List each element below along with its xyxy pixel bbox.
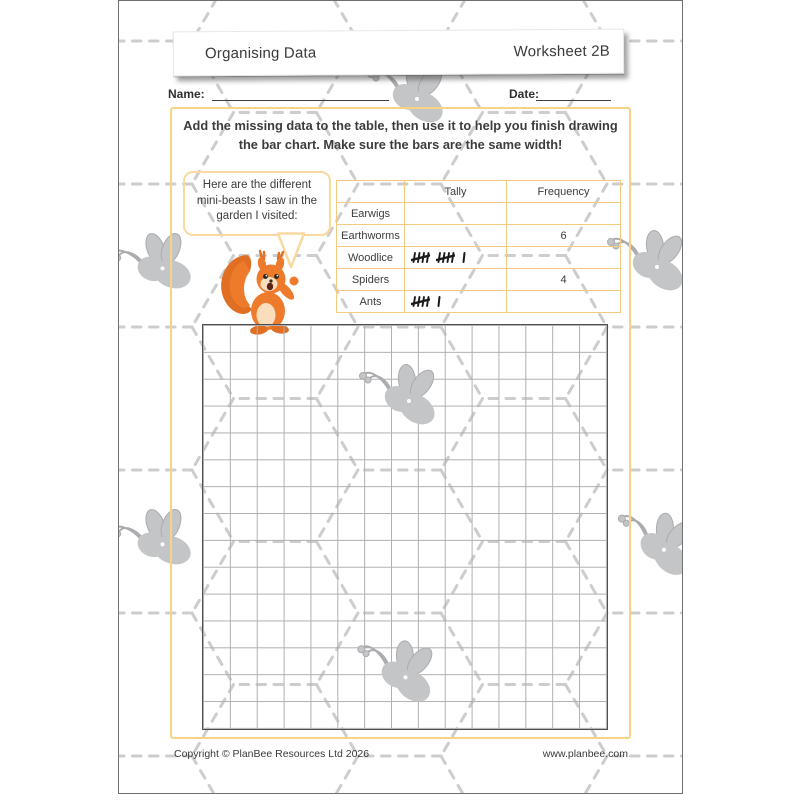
tally-cell: [405, 291, 507, 313]
frequency-cell: [507, 291, 621, 313]
header-frequency: Frequency: [507, 181, 621, 203]
table-row: [337, 225, 621, 247]
frequency-cell: 4: [507, 269, 621, 291]
website-link: www.planbee.com: [542, 748, 628, 760]
tally-cell: [405, 247, 507, 269]
date-input-line: [536, 87, 611, 101]
minibeast-label: Ants: [337, 291, 405, 313]
speech-bubble-line-3: garden I visited:: [216, 210, 298, 222]
bee-icon: [350, 633, 451, 708]
tally-table: [336, 180, 621, 313]
instruction-line-1: Add the missing data to the table, then use it to help you finish drawing: [183, 118, 618, 133]
instruction-text: [172, 117, 629, 154]
minibeast-label: Woodlice: [337, 247, 405, 269]
minibeast-label: Earthworms: [337, 225, 405, 247]
speech-bubble: [183, 171, 331, 236]
table-row: [337, 291, 621, 313]
date-label: Date:: [509, 87, 540, 101]
copyright-text: Copyright © PlanBee Resources Ltd 2026: [174, 748, 370, 760]
header-blank: [337, 181, 405, 203]
tally-five-icon: [411, 251, 430, 264]
worksheet-number: Worksheet 2B: [513, 42, 611, 61]
tally-one-icon: [461, 251, 467, 264]
tally-cell: [405, 269, 507, 291]
frequency-cell: [507, 203, 621, 225]
instruction-line-2: the bar chart. Make sure the bars are the same width!: [238, 136, 563, 152]
name-label: Name:: [168, 87, 205, 101]
tally-five-icon: [411, 295, 430, 308]
title-banner: [173, 29, 624, 77]
tally-one-icon: [436, 295, 442, 308]
worksheet-title: Organising Data: [204, 44, 317, 63]
table-row: [337, 247, 621, 269]
frequency-cell: 6: [507, 225, 621, 247]
tally-five-icon: [436, 251, 455, 264]
speech-bubble-line-2: mini-beasts I saw in the: [196, 194, 318, 207]
worksheet-page: [118, 0, 683, 794]
minibeast-label: Spiders: [337, 269, 405, 291]
tally-cell: [405, 203, 507, 225]
tally-cell: [405, 225, 507, 247]
table-header-row: [337, 181, 621, 203]
table-row: [337, 203, 621, 225]
name-input-line: [212, 87, 389, 101]
minibeast-label: Earwigs: [337, 203, 405, 225]
frequency-cell: [507, 247, 621, 269]
table-row: [337, 269, 621, 291]
bee-icon: [355, 360, 451, 428]
speech-bubble-line-1: Here are the different: [202, 179, 312, 191]
header-tally: Tally: [405, 181, 507, 203]
